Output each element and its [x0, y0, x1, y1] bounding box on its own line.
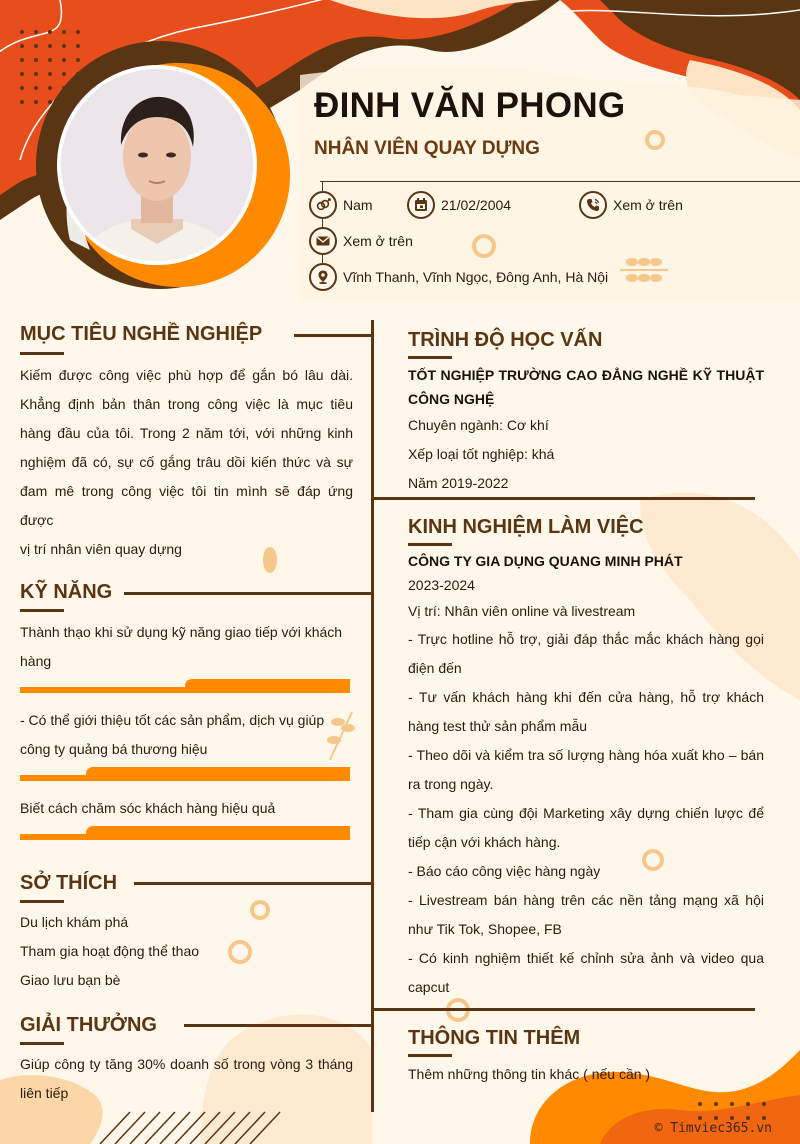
objective-line: vị trí nhân viên quay dựng — [20, 541, 182, 557]
objective-underline — [20, 352, 64, 355]
job-title: NHÂN VIÊN QUAY DỰNG — [314, 138, 540, 159]
header-divider — [320, 181, 800, 182]
skill-bar-fill — [86, 767, 350, 781]
contact-birthdate — [407, 191, 511, 219]
awards-heading: GIẢI THƯỞNG — [20, 1014, 157, 1036]
address-value: Vĩnh Thanh, Vĩnh Ngọc, Đông Anh, Hà Nội — [343, 269, 609, 285]
objective-heading: MỤC TIÊU NGHỀ NGHIỆP — [20, 323, 263, 345]
experience-duty: - Trực hotline hỗ trợ, giải đáp thắc mắc khách hàng gọi điện đến — [408, 631, 764, 676]
objective-line: Kiếm được công việc phù hợp để gắn bó lâu dài. — [20, 367, 353, 383]
experience-duty: - Báo cáo công việc hàng ngày — [408, 863, 601, 879]
experience-block — [408, 549, 764, 1002]
hobby-item: Tham gia hoạt động thể thao — [20, 943, 200, 959]
experience-duty: - Tư vấn khách hàng khi đến cửa hàng, hỗ trợ khách hàng test thử sản phẩm mẫu — [408, 689, 764, 734]
envelope-icon — [309, 227, 337, 255]
objective-rule — [294, 334, 373, 337]
experience-duty: - Livestream bán hàng trên các nền tảng mạng xã hội như Tik Tok, Shopee, FB — [408, 892, 764, 937]
hobbies-underline — [20, 900, 64, 903]
education-years: Năm 2019-2022 — [408, 475, 509, 491]
avatar-portrait — [61, 69, 253, 261]
hobbies-list — [20, 908, 350, 995]
location-pin-icon — [309, 263, 337, 291]
email-value: Xem ở trên — [343, 233, 413, 249]
education-grade: Xếp loại tốt nghiệp: khá — [408, 446, 555, 462]
more-info-text: Thêm những thông tin khác ( nếu cần ) — [408, 1066, 651, 1082]
experience-company: CÔNG TY GIA DỤNG QUANG MINH PHÁT — [408, 553, 683, 569]
calendar-icon — [407, 191, 435, 219]
more-info-heading: THÔNG TIN THÊM — [408, 1027, 581, 1049]
contact-phone — [579, 191, 683, 219]
skill-bar-2 — [20, 767, 350, 781]
education-underline — [408, 356, 452, 359]
awards-text: Giúp công ty tăng 30% doanh số trong vòng 3 tháng liên tiếp — [20, 1056, 353, 1101]
skill-item-1: Thành thạo khi sử dụng kỹ năng giao tiếp với khách hàng — [20, 624, 343, 669]
contact-email — [309, 227, 413, 255]
education-rule — [372, 497, 755, 500]
candidate-name: ĐINH VĂN PHONG — [314, 86, 626, 125]
more-info-underline — [408, 1054, 452, 1057]
contact-address — [309, 263, 608, 291]
hobbies-heading: SỞ THÍCH — [20, 872, 118, 894]
experience-duty: - Tham gia cùng đội Marketing xây dựng chiến lược để tiếp cận với khách hàng. — [408, 805, 764, 850]
experience-period: 2023-2024 — [408, 577, 475, 593]
objective-line: Khẳng định bản thân trong công việc là mục tiêu — [20, 396, 353, 412]
watermark: © Timviec365.vn — [654, 1121, 772, 1136]
education-heading: TRÌNH ĐỘ HỌC VẤN — [408, 329, 603, 351]
gender-value: Nam — [343, 197, 373, 213]
skill-bar-1 — [20, 679, 350, 693]
phone-value: Xem ở trên — [613, 197, 683, 213]
experience-underline — [408, 543, 452, 546]
objective-line: nghiệm đã có, sự cố gắng trâu dồi kiến thức và sự — [20, 454, 353, 470]
experience-rule — [372, 1008, 755, 1011]
skill-bar-3 — [20, 826, 350, 840]
contact-gender — [309, 191, 373, 219]
gender-icon — [309, 191, 337, 219]
education-school: TỐT NGHIỆP TRƯỜNG CAO ĐẲNG NGHỀ KỸ THUẬT CÔNG NGHỆ — [408, 367, 764, 407]
experience-position: Vị trí: Nhân viên online và livestream — [408, 603, 636, 619]
skills-underline — [20, 609, 64, 612]
skill-item-3: Biết cách chăm sóc khách hàng hiệu quả — [20, 800, 276, 816]
hobbies-rule — [134, 882, 373, 885]
experience-duty: - Theo dõi và kiểm tra số lượng hàng hóa xuất kho – bán ra trong ngày. — [408, 747, 764, 792]
awards-rule — [184, 1024, 373, 1027]
education-major: Chuyên ngành: Cơ khí — [408, 417, 549, 433]
education-block — [408, 363, 764, 498]
objective-line: hàng đầu của tôi. Trong 2 năm tới, với những kinh — [20, 425, 353, 441]
experience-heading: KINH NGHIỆM LÀM VIỆC — [408, 516, 644, 538]
phone-icon — [579, 191, 607, 219]
skills-heading: KỸ NĂNG — [20, 581, 113, 603]
avatar — [61, 69, 253, 261]
skills-rule — [124, 592, 373, 595]
hobby-item: Du lịch khám phá — [20, 914, 129, 930]
awards-underline — [20, 1042, 64, 1045]
experience-duty: - Có kinh nghiệm thiết kế chỉnh sửa ảnh và video qua capcut — [408, 950, 764, 995]
column-divider — [371, 320, 374, 1112]
objective-text — [20, 361, 353, 564]
birthdate-value: 21/02/2004 — [441, 197, 512, 213]
skill-bar-fill — [185, 679, 350, 693]
hobby-item: Giao lưu bạn bè — [20, 972, 121, 988]
objective-line: đam mê trong công việc tôi tin mình sẽ đáp ứng được — [20, 483, 353, 528]
skill-item-2: - Có thể giới thiệu tốt các sản phẩm, dịch vụ giúp công ty quảng bá thương hiệu — [20, 712, 325, 757]
skill-bar-fill — [86, 826, 350, 840]
